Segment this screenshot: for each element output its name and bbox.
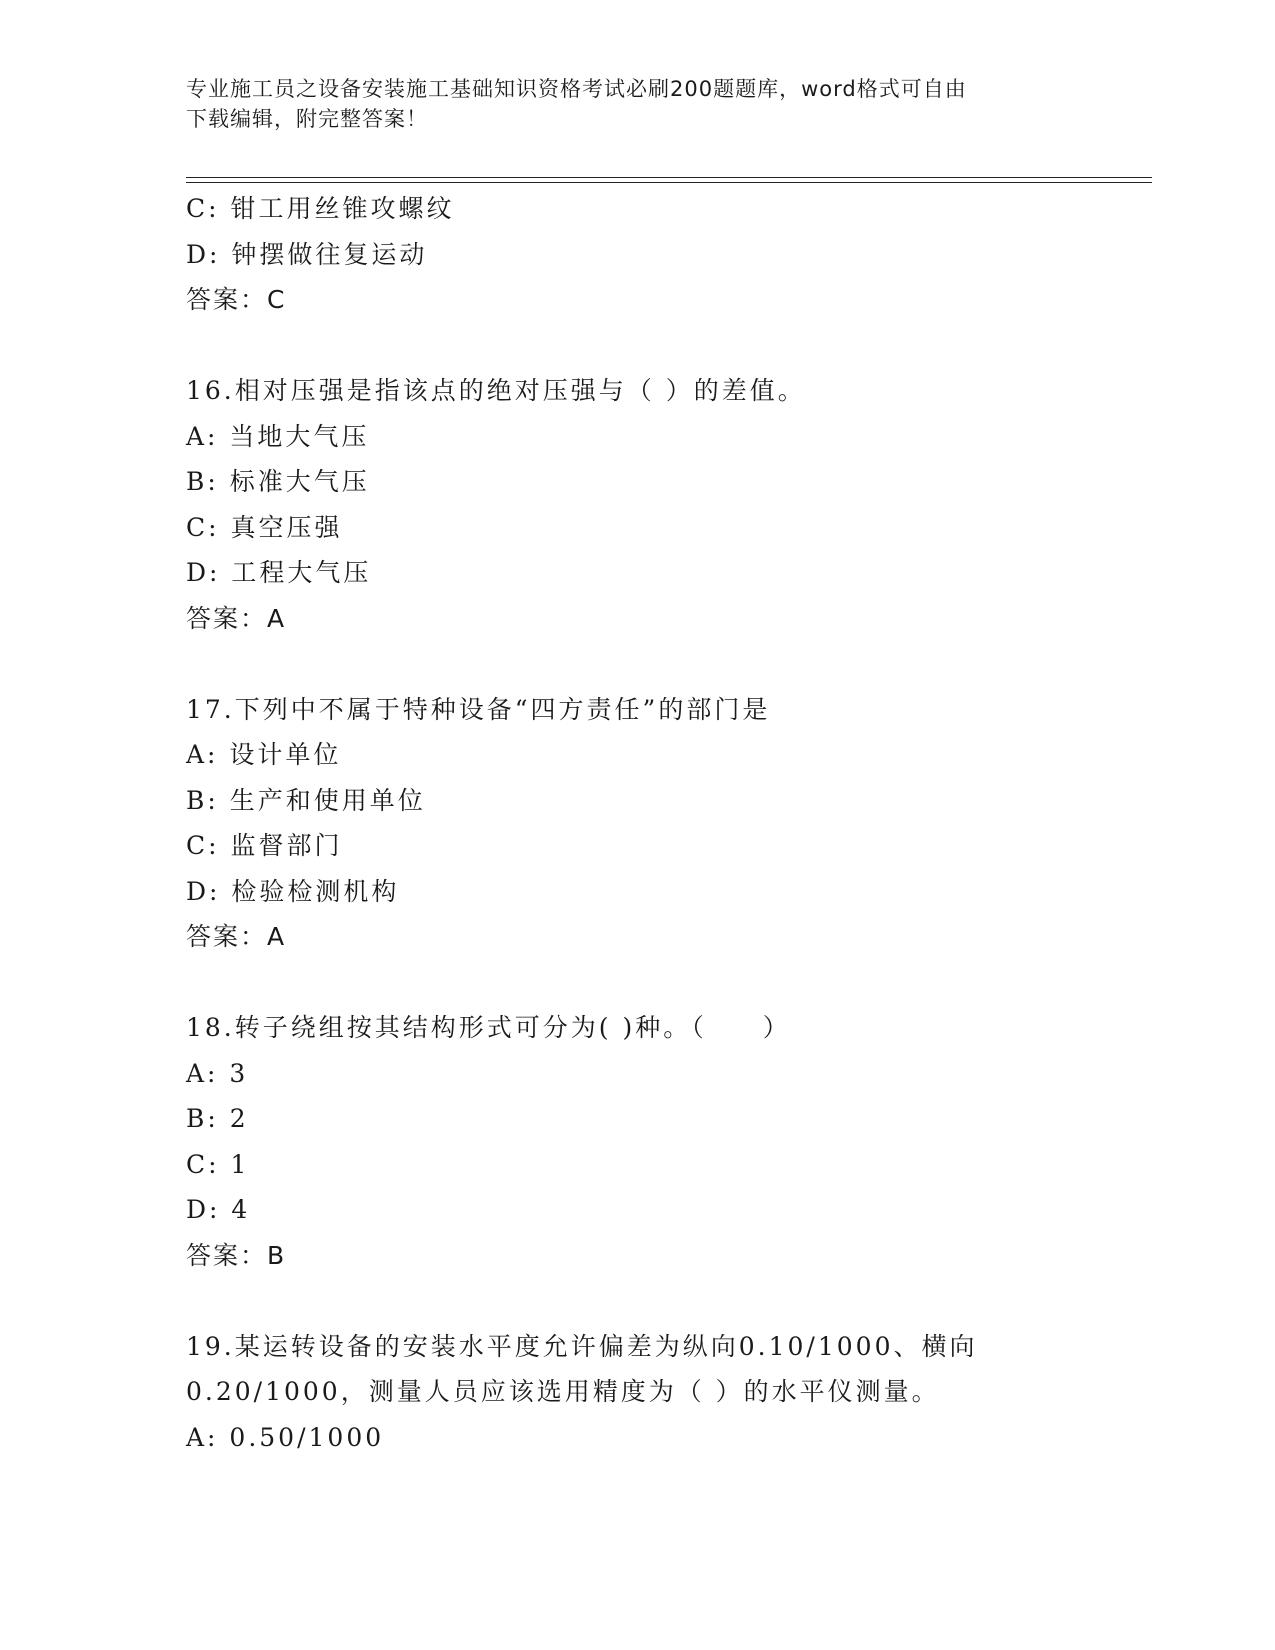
option-d: D: 工程大气压 — [186, 558, 372, 587]
option-c: C: 1 — [186, 1149, 250, 1179]
question-stem: 17.下列中不属于特种设备“四方责任”的部门是 — [186, 694, 771, 724]
document-header — [186, 74, 1066, 134]
question-spacer — [186, 641, 1146, 687]
question-stem: 16.相对压强是指该点的绝对压强与（ ）的差值。 — [186, 376, 806, 405]
option-c: C: 钳工用丝锥攻螺纹 — [186, 194, 455, 223]
question-19 — [186, 1324, 1146, 1461]
question-spacer — [186, 960, 1146, 1006]
answer-label: 答案：A — [186, 603, 287, 633]
option-b: B: 标准大气压 — [186, 467, 370, 496]
question-stem-line-1: 19.某运转设备的安装水平度允许偏差为纵向0.10/1000、横向 — [186, 1331, 978, 1361]
question-17 — [186, 687, 1146, 960]
question-15-continued — [186, 186, 1146, 323]
option-a: A: 3 — [186, 1058, 249, 1088]
question-list — [186, 186, 1146, 1460]
question-stem: 18.转子绕组按其结构形式可分为( )种。（ ） — [186, 1013, 791, 1042]
question-18 — [186, 1005, 1146, 1278]
answer-label: 答案：C — [186, 285, 287, 314]
option-d: D: 检验检测机构 — [186, 876, 400, 906]
question-spacer — [186, 1278, 1146, 1324]
header-divider-top — [186, 177, 1152, 178]
option-c: C: 监督部门 — [186, 831, 343, 860]
header-divider-bottom — [186, 182, 1152, 183]
option-a: A: 当地大气压 — [186, 421, 370, 451]
option-b: B: 生产和使用单位 — [186, 785, 426, 815]
option-b: B: 2 — [186, 1104, 249, 1133]
answer-label: 答案：A — [186, 922, 287, 951]
option-d: D: 钟摆做往复运动 — [186, 239, 428, 269]
header-line-1: 专业施工员之设备安装施工基础知识资格考试必刷200题题库，word格式可自由 — [186, 77, 967, 101]
question-16 — [186, 368, 1146, 641]
question-stem-line-2: 0.20/1000，测量人员应该选用精度为（ ）的水平仪测量。 — [186, 1377, 940, 1406]
header-line-2: 下载编辑，附完整答案！ — [186, 107, 428, 131]
question-spacer — [186, 323, 1146, 369]
option-a: A: 设计单位 — [186, 740, 342, 769]
answer-label: 答案：B — [186, 1240, 287, 1270]
option-c: C: 真空压强 — [186, 512, 343, 542]
option-d: D: 4 — [186, 1195, 251, 1224]
option-a: A: 0.50/1000 — [186, 1422, 385, 1452]
